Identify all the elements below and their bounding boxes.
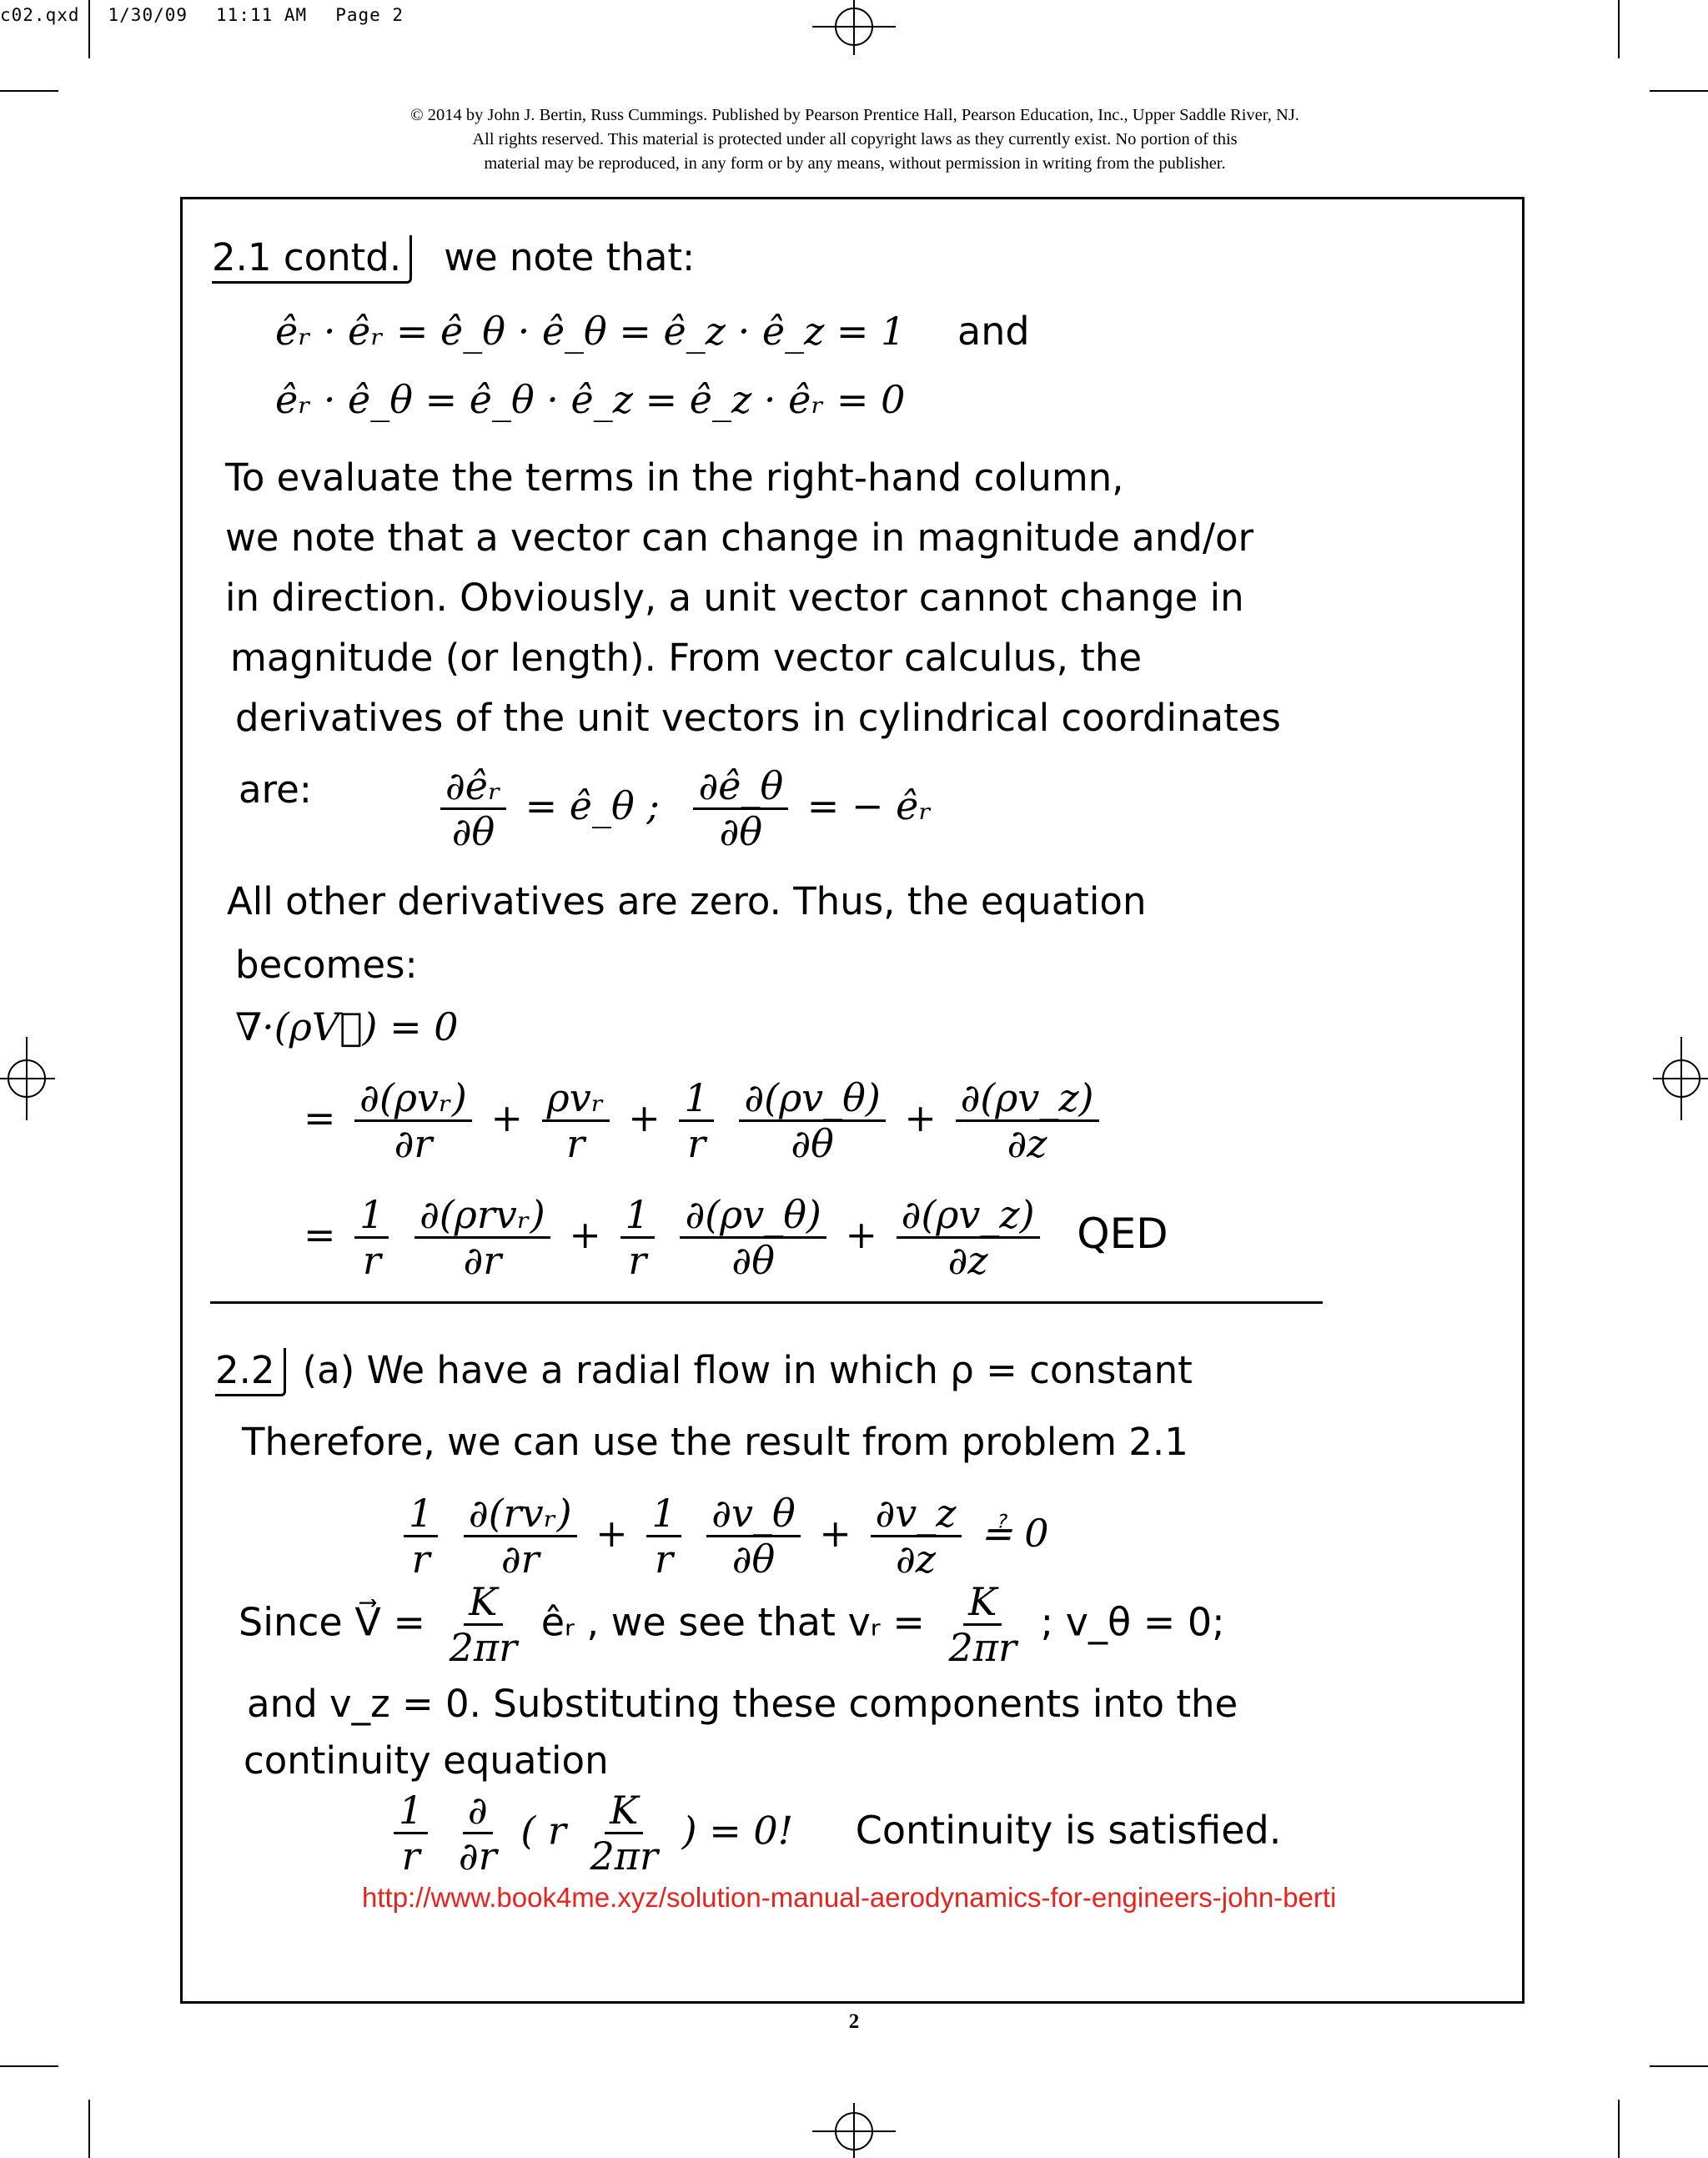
term-fraction	[956, 1075, 1099, 1167]
denominator: ∂θ	[791, 1121, 834, 1167]
denominator: ∂r	[394, 1121, 433, 1167]
paragraph-line: and v_z = 0. Substituting these components into the	[247, 1682, 1238, 1726]
paragraph-line: To evaluate the terms in the right-hand column,	[225, 455, 1124, 500]
problem-2-2-header	[215, 1348, 1193, 1396]
equals-sign: =	[304, 1211, 336, 1257]
divergence-final-form	[304, 1192, 1168, 1284]
crop-mark	[88, 0, 90, 58]
plus-sign: +	[628, 1094, 661, 1140]
numerator: ∂(ρv_z)	[897, 1195, 1040, 1239]
numerator: ∂(ρv_θ)	[739, 1078, 885, 1122]
term-fraction	[897, 1192, 1040, 1284]
copyright-line: © 2014 by John J. Bertin, Russ Cummings. Published by Pearson Prentice Hall, Pearson Education, Inc., Upper Saddle River, NJ.	[410, 106, 1299, 124]
copyright-line: material may be reproduced, in any form or by any means, without permission in writing from the publisher.	[484, 154, 1226, 173]
close-paren: ) = 0!	[681, 1808, 794, 1854]
denominator: ∂θ	[731, 1537, 776, 1582]
slug-date: 1/30/09	[108, 5, 188, 25]
since-tail-text: ; v_θ = 0;	[1040, 1599, 1225, 1645]
numerator: ∂(ρv_θ)	[680, 1195, 826, 1239]
denominator: 2πr	[590, 1834, 658, 1879]
registration-mark-icon	[812, 0, 896, 55]
term-fraction	[739, 1075, 885, 1167]
numerator: 1	[354, 1195, 389, 1239]
continuity-check	[387, 1790, 1281, 1877]
paragraph-line: in direction. Obviously, a unit vector cannot change in	[225, 576, 1244, 620]
denominator: ∂θ	[451, 809, 495, 855]
term-fraction	[414, 1192, 550, 1284]
term-fraction	[871, 1493, 962, 1580]
numerator: ∂v_z	[871, 1493, 962, 1537]
equation-rhs: ≟ 0	[980, 1510, 1049, 1556]
registration-mark-icon	[1653, 1037, 1708, 1120]
term-fraction	[542, 1075, 610, 1167]
denominator: r	[401, 1834, 420, 1879]
derivative-fraction	[693, 763, 788, 855]
continuity-equation	[397, 1493, 1049, 1580]
denominator: ∂r	[500, 1537, 540, 1582]
numerator: ∂(ρrvᵣ)	[414, 1195, 550, 1239]
coefficient-fraction	[394, 1790, 428, 1877]
term-fraction	[354, 1075, 472, 1167]
coefficient-fraction	[620, 1192, 655, 1284]
denominator: r	[654, 1537, 673, 1582]
intro-text: we note that:	[444, 235, 696, 279]
plus-sign: +	[490, 1094, 524, 1140]
slug-time: 11:11 AM	[216, 5, 308, 25]
numerator: ∂êᵣ	[440, 766, 506, 810]
paragraph-line: Therefore, we can use the result from problem 2.1	[242, 1420, 1188, 1464]
velocity-fraction	[944, 1579, 1022, 1671]
term-fraction	[680, 1192, 826, 1284]
denominator: 2πr	[948, 1625, 1017, 1671]
divergence-equation: ∇·(ρV⃗) = 0	[235, 1004, 459, 1049]
copyright-line: All rights reserved. This material is protected under all copyright laws as they currently exist. No portion of this	[472, 130, 1238, 148]
numerator: 1	[646, 1493, 681, 1537]
since-text: Since V⃗ =	[239, 1599, 425, 1645]
section-divider	[210, 1301, 1323, 1304]
numerator: 1	[394, 1790, 428, 1834]
coefficient-fraction	[646, 1493, 681, 1580]
qed-mark: QED	[1077, 1209, 1168, 1258]
plus-sign: +	[595, 1510, 628, 1556]
printer-slug	[0, 5, 404, 25]
problem-text: (a) We have a radial flow in which ρ = constant	[302, 1348, 1193, 1392]
plus-sign: +	[904, 1094, 937, 1140]
numerator: 1	[679, 1078, 713, 1122]
numerator: 1	[620, 1195, 655, 1239]
slug-page: Page 2	[335, 5, 404, 25]
numerator: 1	[404, 1493, 438, 1537]
crop-mark	[1618, 2100, 1620, 2158]
paragraph-line: magnitude (or length). From vector calculus, the	[230, 636, 1143, 680]
coefficient-fraction	[679, 1075, 713, 1167]
numerator: ρvᵣ	[542, 1078, 610, 1122]
page-number: 2	[848, 2010, 860, 2033]
coefficient-fraction	[404, 1493, 438, 1580]
denominator: ∂r	[463, 1238, 502, 1284]
numerator: ∂(rvᵣ)	[464, 1493, 577, 1537]
paragraph-line: derivatives of the unit vectors in cylindrical coordinates	[235, 696, 1281, 740]
denominator: ∂θ	[719, 809, 763, 855]
unit-vector-dot-identity	[275, 309, 1030, 354]
denominator: ∂z	[1007, 1121, 1047, 1167]
denominator: ∂θ	[731, 1238, 775, 1284]
coefficient-fraction	[354, 1192, 389, 1284]
numerator: ∂(ρv_z)	[956, 1078, 1099, 1122]
problem-tag: 2.1 contd.	[212, 235, 412, 284]
plus-sign: +	[845, 1211, 878, 1257]
term-fraction	[706, 1493, 800, 1580]
denominator: r	[628, 1238, 647, 1284]
denominator: 2πr	[449, 1625, 518, 1671]
numerator: K	[963, 1582, 1002, 1626]
crop-mark	[1618, 0, 1620, 58]
paragraph-line: All other derivatives are zero. Thus, the equation	[227, 879, 1147, 923]
denominator: r	[411, 1537, 430, 1582]
paragraph-line: continuity equation	[244, 1738, 609, 1783]
copyright-notice	[275, 103, 1434, 176]
numerator: K	[464, 1582, 502, 1626]
problem-tag: 2.2	[215, 1348, 286, 1396]
problem-2-1-header	[212, 235, 695, 284]
are-label: are:	[239, 767, 312, 812]
divergence-expansion	[304, 1075, 1106, 1167]
numerator: ∂(ρvᵣ)	[354, 1078, 472, 1122]
paragraph-line: becomes:	[235, 943, 418, 987]
numerator: ∂v_θ	[706, 1493, 800, 1537]
plus-sign: +	[569, 1211, 601, 1257]
crop-mark	[0, 2065, 58, 2067]
unit-vector-orthogonality	[275, 377, 905, 422]
plus-sign: +	[819, 1510, 851, 1556]
numerator: K	[605, 1790, 643, 1834]
denominator: ∂r	[458, 1834, 497, 1879]
crop-mark	[1650, 2065, 1708, 2067]
numerator: ∂ê_θ	[693, 766, 788, 810]
derivative-rhs: = − êᵣ	[806, 782, 932, 828]
numerator: ∂	[463, 1790, 493, 1834]
open-paren: ( r	[520, 1808, 566, 1854]
velocity-fraction	[445, 1579, 523, 1671]
since-mid-text: êᵣ , we see that vᵣ =	[540, 1599, 925, 1645]
slug-file: c02.qxd	[0, 5, 80, 25]
and-text: and	[957, 309, 1030, 354]
crop-mark	[0, 90, 58, 92]
paragraph-line: we note that a vector can change in magnitude and/or	[225, 516, 1254, 560]
crop-mark	[88, 2100, 90, 2158]
crop-mark	[1650, 90, 1708, 92]
term-fraction	[464, 1493, 577, 1580]
partial-operator	[454, 1790, 502, 1877]
denominator: ∂z	[947, 1238, 988, 1284]
registration-mark-icon	[0, 1037, 55, 1120]
equation: êᵣ · êᵣ = ê_θ · ê_θ = ê_z · ê_z = 1	[275, 309, 906, 354]
equation: êᵣ · ê_θ = ê_θ · ê_z = ê_z · êᵣ = 0	[275, 377, 906, 422]
velocity-fraction	[585, 1790, 664, 1877]
registration-mark-icon	[812, 2103, 896, 2158]
denominator: r	[362, 1238, 381, 1284]
conclusion-text: Continuity is satisfied.	[855, 1808, 1282, 1854]
denominator: r	[687, 1121, 706, 1167]
equals-sign: =	[304, 1094, 336, 1140]
derivative-rhs: = ê_θ ;	[525, 782, 660, 828]
source-link[interactable]: http://www.book4me.xyz/solution-manual-aerodynamics-for-engineers-john-berti	[362, 1882, 1337, 1913]
denominator: r	[566, 1121, 585, 1167]
velocity-field-line	[239, 1579, 1225, 1671]
unit-vector-derivatives	[434, 763, 932, 855]
denominator: ∂z	[895, 1537, 937, 1582]
derivative-fraction	[440, 763, 506, 855]
